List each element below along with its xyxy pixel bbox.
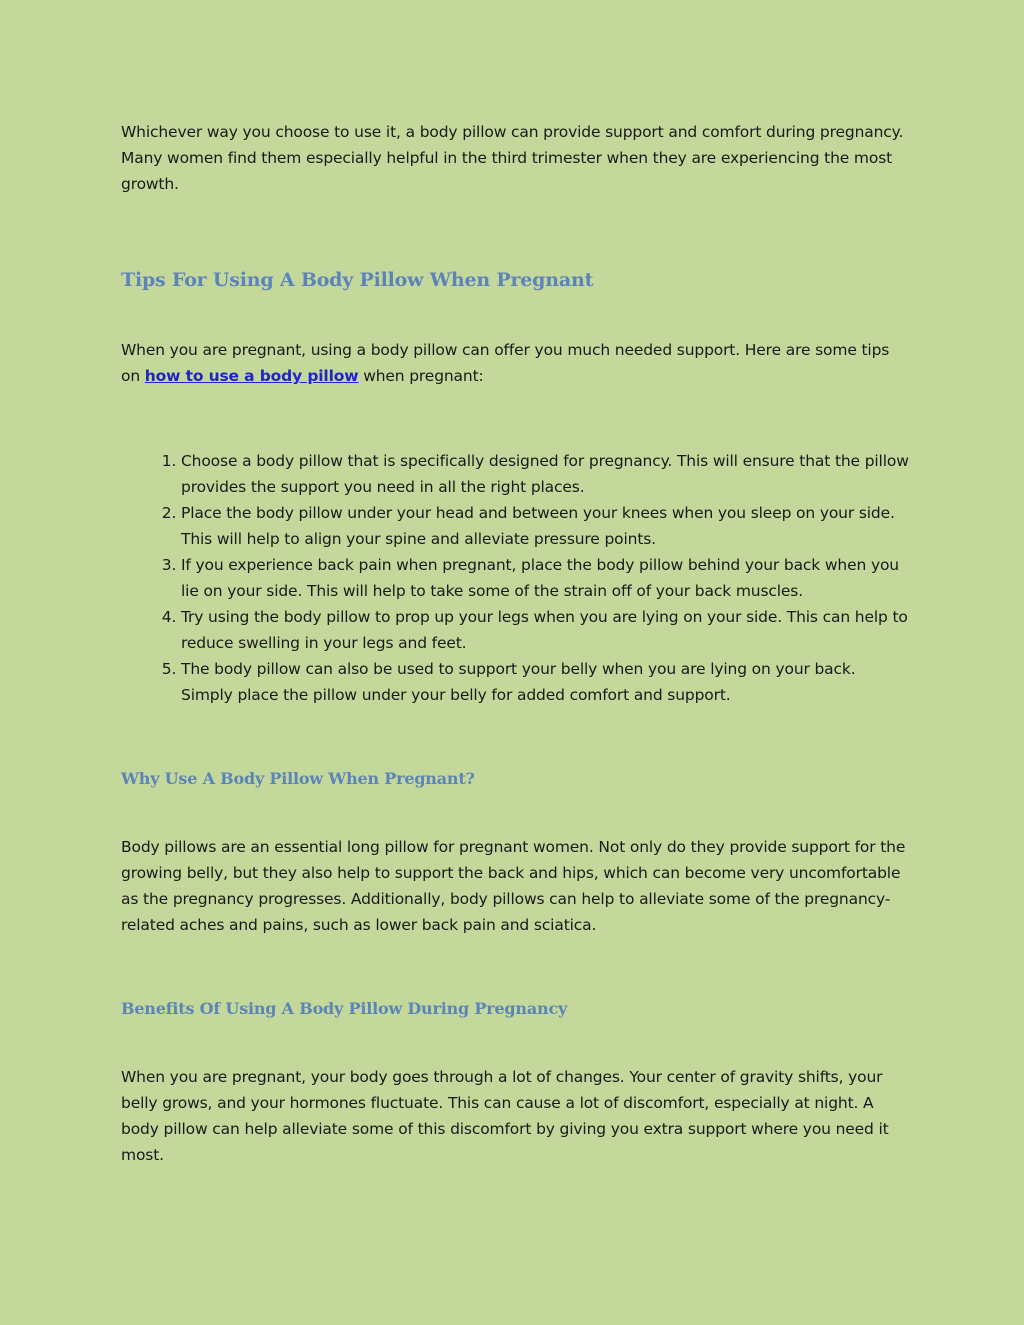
tips-list bbox=[121, 448, 911, 708]
benefits-paragraph: When you are pregnant, your body goes through a lot of changes. Your center of gravity shifts, your belly grows, and your hormones fluctuate. This can cause a lot of discomfort, especially at night. A body pillow can help alleviate some of this discomfort by giving you extra support where you need it most. bbox=[121, 1068, 889, 1164]
intro-paragraph: Whichever way you choose to use it, a body pillow can provide support and comfort during pregnancy. Many women find them especially helpful in the third trimester when they are experiencing the most growth. bbox=[121, 123, 904, 193]
document-page bbox=[121, 119, 911, 1168]
tips-list-item: 5. The body pillow can also be used to support your belly when you are lying on your back. Simply place the pillow under your belly for added comfort and support. bbox=[181, 656, 911, 708]
why-paragraph: Body pillows are an essential long pillow for pregnant women. Not only do they provide support for the growing belly, but they also help to support the back and hips, which can become very uncomfortable as the pregnancy progresses. Additionally, body pillows can help to alleviate some of the pregnancy-related aches and pains, such as lower back pain and sciatica. bbox=[121, 838, 906, 934]
benefits-heading: Benefits Of Using A Body Pillow During Pregnancy bbox=[121, 999, 568, 1018]
why-heading: Why Use A Body Pillow When Pregnant? bbox=[121, 769, 475, 788]
tips-list-item: 4. Try using the body pillow to prop up your legs when you are lying on your side. This can help to reduce swelling in your legs and feet. bbox=[181, 604, 911, 656]
tips-intro-paragraph bbox=[121, 337, 911, 389]
tips-intro-text: When you are pregnant, using a body pillow can offer you much needed support. Here are some tips on bbox=[121, 341, 890, 385]
tips-list-item: 3. If you experience back pain when pregnant, place the body pillow behind your back when you lie on your side. This will help to take some of the strain off of your back muscles. bbox=[181, 552, 911, 604]
tips-list-item: 2. Place the body pillow under your head and between your knees when you sleep on your side. This will help to align your spine and alleviate pressure points. bbox=[181, 500, 911, 552]
tips-intro-text-end: when pregnant: bbox=[358, 367, 484, 385]
how-to-use-body-pillow-link[interactable]: how to use a body pillow bbox=[144, 367, 359, 385]
tips-heading: Tips For Using A Body Pillow When Pregnant bbox=[121, 269, 594, 291]
tips-list-item: 1. Choose a body pillow that is specifically designed for pregnancy. This will ensure that the pillow provides the support you need in all the right places. bbox=[181, 448, 911, 500]
